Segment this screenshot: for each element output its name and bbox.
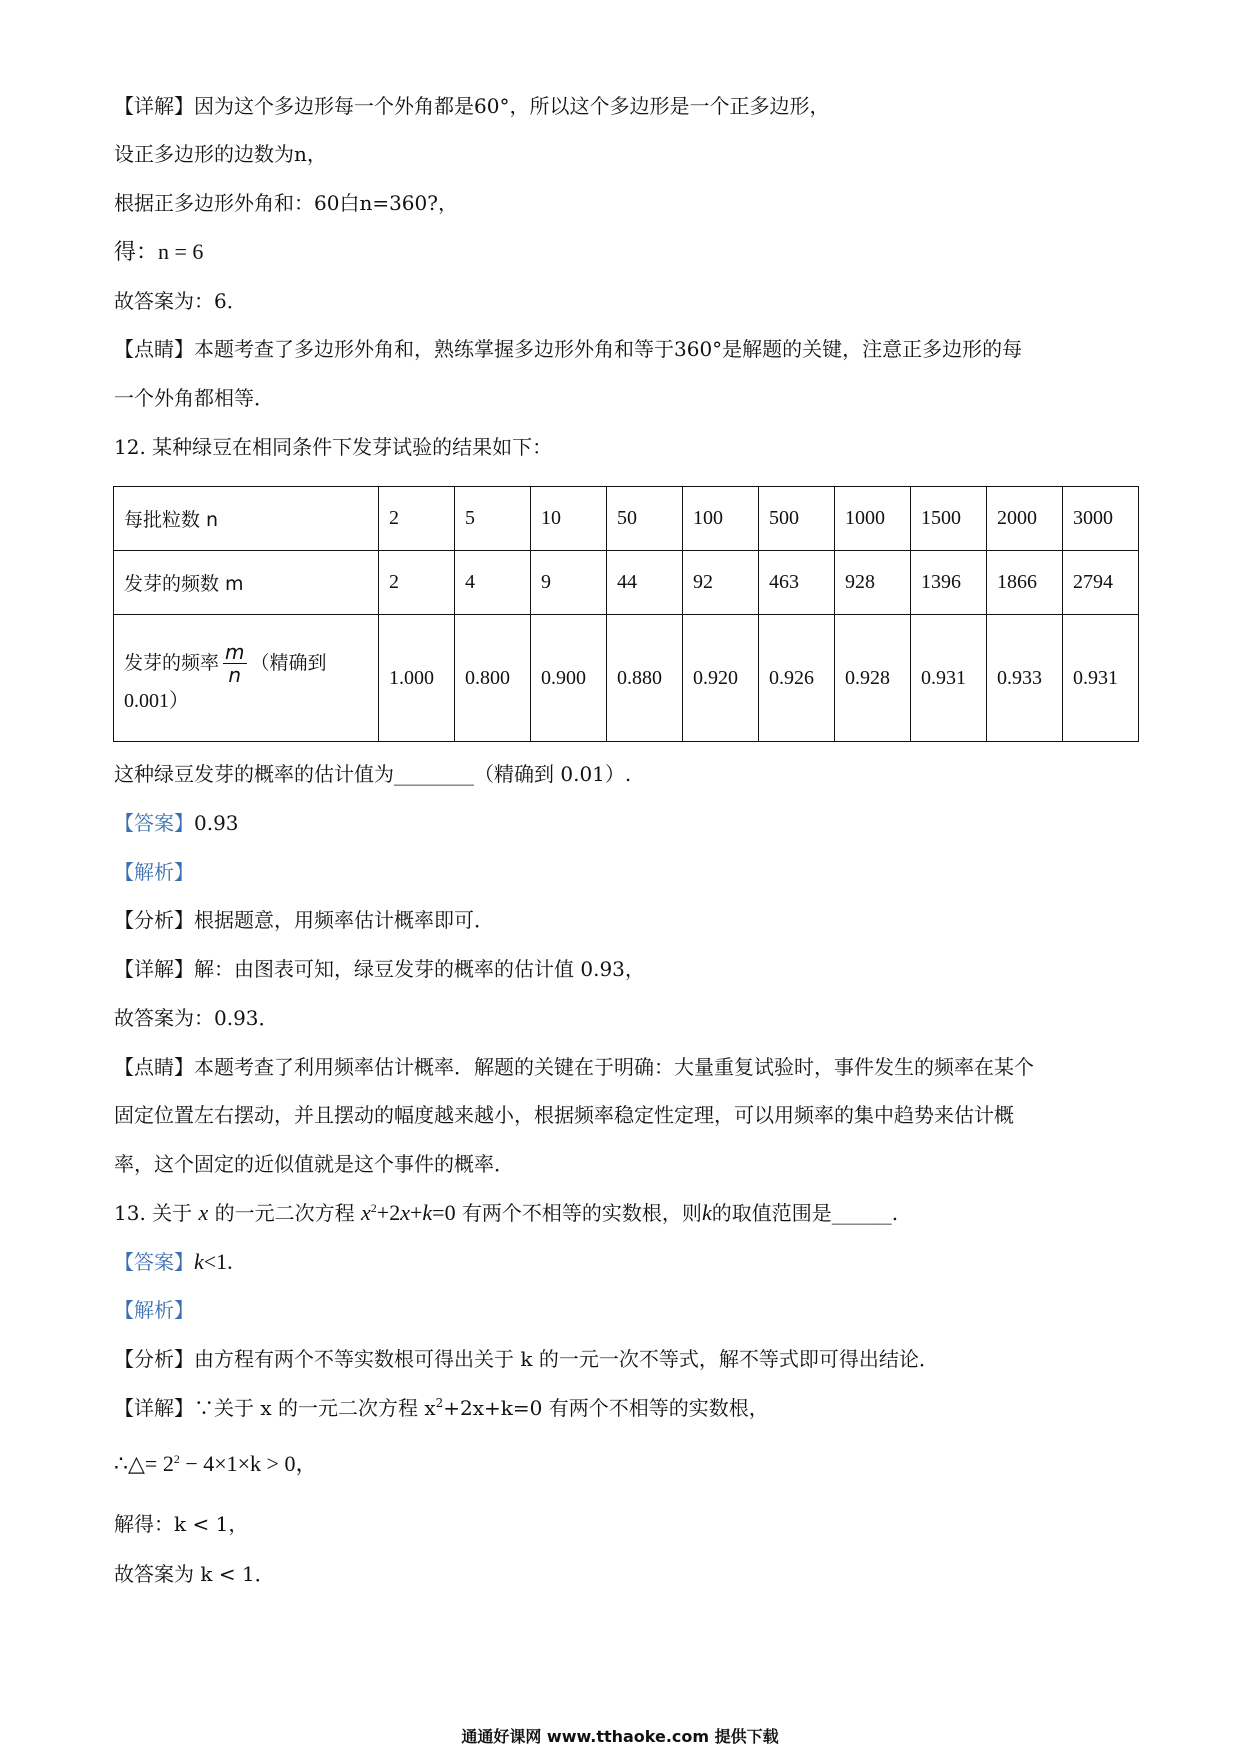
table-cell: 1866 <box>987 551 1063 615</box>
row-header: 发芽的频率 $\frac{m}{n}$ （精确到 0.001） <box>114 615 379 742</box>
table-cell: 1.000 <box>379 615 455 742</box>
comment-line-1: 【点睛】本题考查了多边形外角和，熟练掌握多边形外角和等于360°是解题的关键，注意正多边形的每 <box>114 337 1023 361</box>
answer-line: 【答案】0.93 <box>114 811 239 835</box>
tag-comment: 【点睛】 <box>114 337 194 361</box>
tag-detail: 【详解】 <box>114 957 194 981</box>
delta-line: ∴△= $2^2 - 4\times 1\times k > 0$， <box>114 1451 318 1476</box>
table-cell: 0.928 <box>835 615 911 742</box>
comment-line-1: 【点睛】本题考查了利用频率估计概率．解题的关键在于明确：大量重复试验时，事件发生的频率在某个 <box>114 1055 1034 1079</box>
table-cell: 44 <box>607 551 683 615</box>
table-cell: 0.920 <box>683 615 759 742</box>
tag-detail: 【详解】 <box>114 94 194 118</box>
table-cell: 100 <box>683 487 759 551</box>
row-header: 发芽的频数 m <box>114 551 379 615</box>
table-cell: 1000 <box>835 487 911 551</box>
text-line: 一个外角都相等． <box>114 386 274 410</box>
table-cell: 1500 <box>911 487 987 551</box>
table-cell: 0.880 <box>607 615 683 742</box>
question-12-prompt: 这种绿豆发芽的概率的估计值为________（精确到 0.01）. <box>114 762 632 786</box>
table-cell: 4 <box>455 551 531 615</box>
tag-answer: 【答案】 <box>114 811 194 835</box>
germination-table <box>113 486 1139 742</box>
table-cell: 92 <box>683 551 759 615</box>
table-row <box>114 487 1139 551</box>
text-line: 故答案为：0.93． <box>114 1006 279 1030</box>
tag-comment: 【点睛】 <box>114 1055 194 1079</box>
table-cell: 3000 <box>1063 487 1139 551</box>
table-cell: 5 <box>455 487 531 551</box>
table-cell: 0.933 <box>987 615 1063 742</box>
table-cell: 0.931 <box>1063 615 1139 742</box>
text-line: 故答案为：6． <box>114 289 247 313</box>
text-line: 根据正多边形外角和：60白n=360?， <box>114 191 458 215</box>
tag-answer: 【答案】 <box>114 1250 194 1274</box>
table-cell: 0.900 <box>531 615 607 742</box>
table-cell: 928 <box>835 551 911 615</box>
answer-line: 【答案】k<1. <box>114 1249 233 1274</box>
fenxi-line: 【分析】由方程有两个不等实数根可得出关于 k 的一元一次不等式，解不等式即可得出结论． <box>114 1347 939 1371</box>
table-cell: 2794 <box>1063 551 1139 615</box>
row-header: 每批粒数 n <box>114 487 379 551</box>
tag-fenxi: 【分析】 <box>114 1347 194 1371</box>
table-cell: 2 <box>379 551 455 615</box>
tag-analysis: 【解析】 <box>114 860 194 884</box>
table-cell: 0.800 <box>455 615 531 742</box>
question-13: 13. 关于 x 的一元二次方程 $x^2+2x+k=0$ 有两个不相等的实数根，则k的取值范围是______. <box>114 1200 899 1225</box>
text-line: 故答案为 k < 1． <box>114 1562 275 1586</box>
detail-line: 【详解】∵关于 x 的一元二次方程 $x^2+2x+k=0$ 有两个不相等的实数根， <box>114 1396 769 1420</box>
text-line: 解得：k < 1， <box>114 1512 249 1536</box>
text-line: 固定位置左右摆动，并且摆动的幅度越来越小，根据频率稳定性定理，可以用频率的集中趋势来估计概 <box>114 1103 1014 1127</box>
text-line: 得：n = 6 <box>114 239 204 264</box>
detail-line-1: 【详解】因为这个多边形每一个外角都是60°，所以这个多边形是一个正多边形， <box>114 94 830 118</box>
tag-analysis: 【解析】 <box>114 1298 194 1322</box>
text-line: 设正多边形的边数为n， <box>114 142 327 166</box>
question-12: 12. 某种绿豆在相同条件下发芽试验的结果如下： <box>114 435 553 459</box>
table-cell: 0.931 <box>911 615 987 742</box>
table-cell: 500 <box>759 487 835 551</box>
table-cell: 0.926 <box>759 615 835 742</box>
table-cell: 2 <box>379 487 455 551</box>
fenxi-line: 【分析】根据题意，用频率估计概率即可． <box>114 908 494 932</box>
table-cell: 9 <box>531 551 607 615</box>
table-cell: 50 <box>607 487 683 551</box>
table-cell: 1396 <box>911 551 987 615</box>
table-row <box>114 615 1139 742</box>
table-row <box>114 551 1139 615</box>
text-line: 率，这个固定的近似值就是这个事件的概率． <box>114 1152 514 1176</box>
table-cell: 463 <box>759 551 835 615</box>
tag-fenxi: 【分析】 <box>114 908 194 932</box>
detail-line: 【详解】解：由图表可知，绿豆发芽的概率的估计值 0.93， <box>114 957 645 981</box>
tag-detail: 【详解】 <box>114 1396 194 1420</box>
equation: $x^2+2x+k=0$ <box>361 1200 456 1225</box>
footer-credit: 通通好课网 www.tthaoke.com 提供下载 <box>461 1727 779 1746</box>
table-cell: 10 <box>531 487 607 551</box>
table-cell: 2000 <box>987 487 1063 551</box>
fraction: $\frac{m}{n}$ <box>225 639 245 687</box>
